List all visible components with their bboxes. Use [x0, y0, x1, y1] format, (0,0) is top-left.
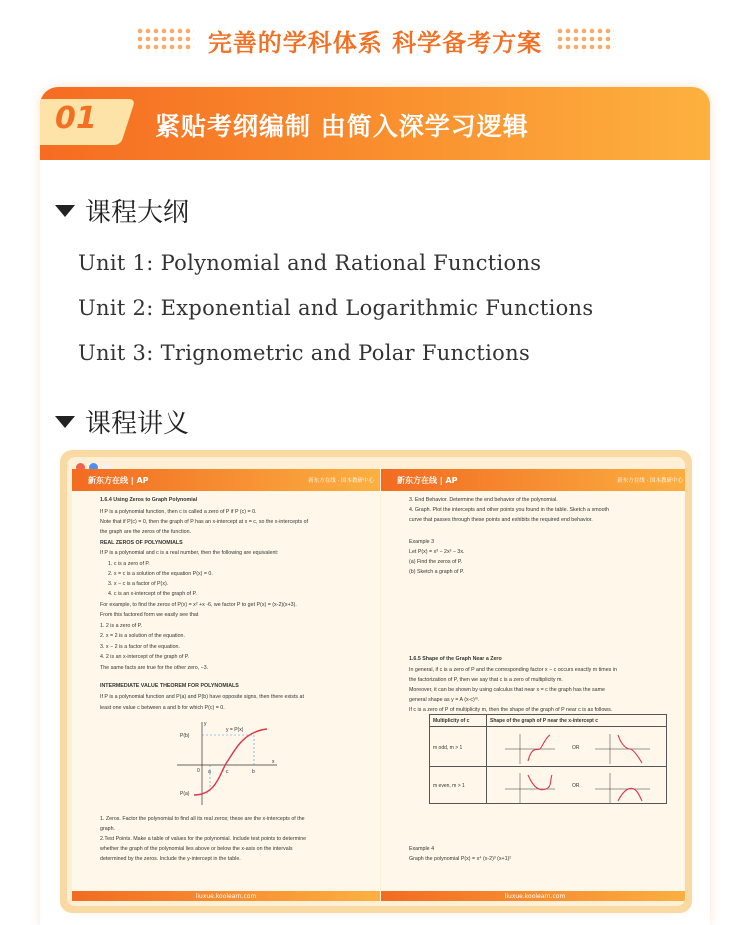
top-banner — [0, 0, 750, 80]
banner-title: 完善的学科体系 科学备考方案 — [207, 28, 543, 57]
page-line: 3. End Behavior. Determine the end behavior of the polynomial. — [409, 497, 558, 503]
page-line: 1.6.4 Using Zeros to Graph Polynomial — [100, 497, 198, 503]
page-line: 4. c is an x-intercept of the graph of P. — [108, 591, 197, 597]
handout-viewer — [60, 450, 692, 913]
handout-page-left — [72, 469, 380, 901]
card-title: 紧贴考纲编制 由简入深学习逻辑 — [155, 112, 529, 141]
page-header — [381, 469, 685, 491]
page-line: Note that if P(c) = 0, then the graph of P has an x-intercept at x = c, so the x-intercepts of — [100, 519, 309, 525]
page-line: the graph are the zeros of the function. — [100, 529, 191, 535]
footer-url: liuxue.koolearn.com — [504, 892, 566, 900]
handout-page-right — [381, 469, 685, 901]
page-line: REAL ZEROS OF POLYNOMIALS — [100, 540, 183, 546]
handout-heading — [55, 403, 189, 440]
ivt-graph — [172, 717, 282, 807]
syllabus-heading-text: 课程大纲 — [85, 198, 190, 228]
curve-y-equals-p-of-x — [194, 729, 267, 795]
page-line: 1. c is a zero of P. — [108, 561, 150, 567]
page-line: Let P(x) = x³ − 2x² − 3x. — [409, 549, 465, 555]
page-line: Graph the polynomial P(x) = x⁴ (x-2)³ (x+1)² — [409, 856, 512, 862]
page-line: curve that passes through these points and exhibits the required end behavior. — [409, 517, 593, 523]
label-y-px: y = P(x) — [226, 727, 244, 733]
page-line: the factorization of P, then we say that c is a zero of multiplicity m. — [409, 677, 563, 683]
multiplicity-table — [429, 714, 667, 804]
label-c: c — [226, 769, 229, 775]
label-b: b — [252, 769, 255, 775]
page-line: 4. Graph. Plot the intercepts and other points you found in the table. Sketch a smooth — [409, 507, 609, 513]
triangle-down-icon — [55, 205, 75, 217]
page-line: 2. x = c is a solution of the equation P(x) = 0. — [108, 571, 213, 577]
brand-logo: 新东方在线 | AP — [88, 475, 149, 485]
table-cell-odd: m odd, m > 1 — [433, 745, 463, 751]
handout-heading-text: 课程讲义 — [85, 409, 190, 439]
page-line: If c is a zero of P of multiplicity m, then the shape of the graph of P near c is as follows. — [409, 707, 613, 713]
page-line: graph. — [100, 826, 116, 832]
page-line: 4. 2 is an x-intercept of the graph of P. — [100, 654, 190, 660]
table-header-multiplicity: Multiplicity of c — [433, 718, 470, 724]
page-line: In general, if c is a zero of P and the corresponding factor x − c occurs exactly m times in — [409, 667, 617, 673]
page-line: 2.Test Points. Make a table of values for the polynomial. Include test points to determine — [100, 836, 307, 842]
or-label: OR — [572, 783, 580, 789]
left-dots-decoration — [136, 27, 194, 53]
right-dots-decoration — [556, 27, 614, 53]
footer-url: liuxue.koolearn.com — [195, 892, 257, 900]
page-line: 3. x − 2 is a factor of the equation. — [100, 644, 180, 650]
unit-3: Unit 3: Trignometric and Polar Functions — [78, 341, 531, 365]
unit-2: Unit 2: Exponential and Logarithmic Functions — [78, 296, 594, 320]
label-y: y — [204, 721, 207, 727]
brand-logo: 新东方在线 | AP — [397, 475, 458, 485]
handout-viewer-inner — [67, 457, 685, 906]
page-line: If P is a polynomial function and P(a) and P(b) have opposite signs, then there exists at — [100, 694, 304, 700]
page-line: If P is a polynomial function, then c is called a zero of P if P (c) = 0. — [100, 509, 257, 515]
page-line: least one value c between a and b for which P(c) = 0. — [100, 705, 225, 711]
table-header-shape: Shape of the graph of P near the x-intercept c — [490, 718, 598, 724]
page-line: Example 4 — [409, 846, 435, 852]
page-line: 3. x − c is a factor of P(x). — [108, 581, 169, 587]
label-x: x — [272, 759, 275, 765]
table-divider — [486, 715, 487, 803]
page-line: Moreover, it can be shown by using calculus that near x = c the graph has the same — [409, 687, 605, 693]
label-pb: P(b) — [180, 733, 190, 739]
feature-card — [40, 87, 710, 925]
table-cell-even: m even, m > 1 — [433, 783, 465, 789]
page-line: whether the graph of the polynomial lies above or below the x-axis on the intervals — [100, 846, 293, 852]
page-line: From this factored form we easily see that — [100, 612, 199, 618]
page-line: For example, to find the zeros of P(x) = x² +x -6, we factor P to get P(x) = (x-2)(x+3). — [100, 602, 297, 608]
card-header — [40, 87, 710, 160]
page-line: (a) Find the zeros of P. — [409, 559, 463, 565]
page-footer — [381, 891, 685, 901]
page-line: Example 3 — [409, 539, 435, 545]
page-line: general shape as y = A (x-c)ᵐ. — [409, 697, 480, 703]
page-line: The same facts are true for the other zero, −3. — [100, 665, 209, 671]
page-line: 1.6.5 Shape of the Graph Near a Zero — [409, 656, 502, 662]
page-line: 1. 2 is a zero of P. — [100, 623, 143, 629]
label-a: a — [208, 769, 211, 775]
page-footer — [72, 891, 380, 901]
label-pa: P(a) — [180, 791, 190, 797]
or-label: OR — [572, 745, 580, 751]
brand-right: 新东方在线 · 国本教研中心 — [617, 478, 683, 484]
brand-right: 新东方在线 · 国本教研中心 — [308, 478, 374, 484]
page-line: 1. Zeros. Factor the polynomial to find all its real zeros; these are the x-intercepts of the — [100, 816, 305, 822]
page-header — [72, 469, 380, 491]
unit-1: Unit 1: Polynomial and Rational Functions — [78, 251, 542, 275]
page-line: 2. x = 2 is a solution of the equation. — [100, 633, 185, 639]
page-line: determined by the zeros. Include the y-intercept in the table. — [100, 856, 241, 862]
card-number: 01 — [55, 101, 97, 136]
page-line: If P is a polynomial and c is a real number, then the following are equivalent: — [100, 550, 279, 556]
shape-sketches — [500, 731, 660, 803]
triangle-down-icon — [55, 416, 75, 428]
syllabus-heading — [55, 192, 189, 229]
label-origin: 0 — [197, 768, 200, 774]
page-line: INTERMEDIATE VALUE THEOREM FOR POLYNOMIALS — [100, 683, 239, 689]
page-line: (b) Sketch a graph of P. — [409, 569, 465, 575]
